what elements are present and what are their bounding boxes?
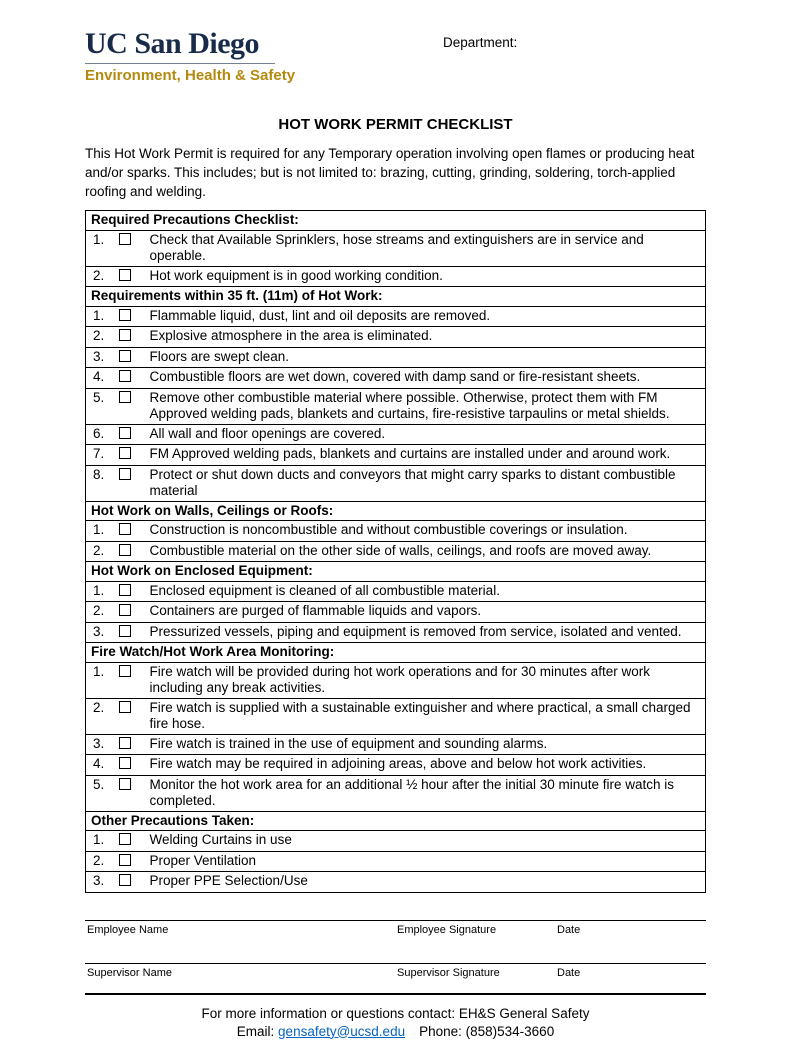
item-number: 2. — [86, 602, 119, 623]
item-checkbox[interactable] — [119, 468, 131, 480]
footer-email-phone-line — [85, 1023, 706, 1041]
item-text: Explosive atmosphere in the area is eliminated. — [150, 327, 706, 348]
item-number: 4. — [86, 368, 119, 389]
checkbox-cell — [119, 424, 150, 445]
page-header — [85, 28, 706, 92]
checkbox-cell — [119, 851, 150, 872]
item-text: Monitor the hot work area for an additional ½ hour after the initial 30 minute fire watch is completed. — [150, 775, 706, 811]
checkbox-cell — [119, 541, 150, 562]
item-checkbox[interactable] — [119, 584, 131, 596]
signature-section — [85, 920, 706, 993]
item-number: 5. — [86, 775, 119, 811]
signature-name-label: Employee Name — [87, 923, 169, 936]
intro-paragraph: This Hot Work Permit is required for any Temporary operation involving open flames or producing heat and/or sparks. This includes; but is not limited to: brazing, cutting, grinding, soldering, torch-applied roofing and welding. — [85, 146, 695, 199]
checkbox-cell — [119, 698, 150, 734]
checkbox-cell — [119, 521, 150, 542]
item-text: Construction is noncombustible and without combustible coverings or insulation. — [150, 521, 706, 542]
checklist-row — [86, 581, 706, 602]
signature-row — [85, 920, 706, 963]
item-text: Fire watch is trained in the use of equipment and sounding alarms. — [150, 734, 706, 755]
checklist-row — [86, 775, 706, 811]
ucsd-wordmark: UC San Diego — [85, 27, 260, 60]
checklist-row — [86, 662, 706, 698]
bottom-rule — [85, 993, 706, 995]
checklist-row — [86, 698, 706, 734]
item-number: 3. — [86, 734, 119, 755]
checklist-row — [86, 831, 706, 852]
item-text: Hot work equipment is in good working condition. — [150, 266, 706, 287]
item-text: Enclosed equipment is cleaned of all combustible material. — [150, 581, 706, 602]
item-checkbox[interactable] — [119, 757, 131, 769]
section-row — [86, 287, 706, 307]
item-number: 2. — [86, 266, 119, 287]
footer — [85, 1005, 706, 1041]
department-field-label: Department: — [443, 35, 518, 50]
signature-row — [85, 963, 706, 993]
section-heading: Hot Work on Walls, Ceilings or Roofs: — [86, 501, 706, 521]
item-checkbox[interactable] — [119, 737, 131, 749]
checklist-row — [86, 388, 706, 424]
item-checkbox[interactable] — [119, 391, 131, 403]
item-checkbox[interactable] — [119, 778, 131, 790]
checklist-row — [86, 347, 706, 368]
item-checkbox[interactable] — [119, 544, 131, 556]
section-row — [86, 643, 706, 663]
item-checkbox[interactable] — [119, 309, 131, 321]
signature-date-label: Date — [557, 966, 581, 979]
checklist-row — [86, 327, 706, 348]
checklist-row — [86, 465, 706, 501]
section-row — [86, 501, 706, 521]
item-number: 1. — [86, 306, 119, 327]
checkbox-cell — [119, 602, 150, 623]
item-checkbox[interactable] — [119, 874, 131, 886]
checklist-row — [86, 266, 706, 287]
checklist-row — [86, 541, 706, 562]
item-text: Check that Available Sprinklers, hose streams and extinguishers are in service and operable. — [150, 230, 706, 266]
item-checkbox[interactable] — [119, 625, 131, 637]
item-number: 5. — [86, 388, 119, 424]
item-checkbox[interactable] — [119, 701, 131, 713]
checklist-table — [85, 210, 706, 893]
item-number: 4. — [86, 755, 119, 776]
page-title: HOT WORK PERMIT CHECKLIST — [278, 116, 513, 133]
section-heading: Other Precautions Taken: — [86, 811, 706, 831]
item-checkbox[interactable] — [119, 233, 131, 245]
item-text: Remove other combustible material where possible. Otherwise, protect them with FM Approved welding pads, blankets and curtains, fire-resistive tarpaulins or metal shields. — [150, 388, 706, 424]
signature-date-label: Date — [557, 923, 581, 936]
section-heading: Requirements within 35 ft. (11m) of Hot Work: — [86, 287, 706, 307]
footer-contact-line: For more information or questions contact: EH&S General Safety — [201, 1005, 590, 1021]
item-number: 6. — [86, 424, 119, 445]
checkbox-cell — [119, 445, 150, 466]
item-number: 1. — [86, 581, 119, 602]
item-text: All wall and floor openings are covered. — [150, 424, 706, 445]
item-number: 8. — [86, 465, 119, 501]
item-number: 3. — [86, 622, 119, 643]
item-text: Floors are swept clean. — [150, 347, 706, 368]
section-heading: Required Precautions Checklist: — [86, 211, 706, 231]
checklist-row — [86, 445, 706, 466]
item-number: 3. — [86, 872, 119, 893]
checkbox-cell — [119, 347, 150, 368]
item-checkbox[interactable] — [119, 370, 131, 382]
checklist-row — [86, 872, 706, 893]
item-text: Proper Ventilation — [150, 851, 706, 872]
item-number: 2. — [86, 541, 119, 562]
item-number: 3. — [86, 347, 119, 368]
checklist-row — [86, 851, 706, 872]
checklist-row — [86, 755, 706, 776]
checkbox-cell — [119, 755, 150, 776]
item-text: Fire watch will be provided during hot work operations and for 30 minutes after work including any break activities. — [150, 662, 706, 698]
checkbox-cell — [119, 734, 150, 755]
item-checkbox[interactable] — [119, 604, 131, 616]
checklist-row — [86, 602, 706, 623]
email-link[interactable]: gensafety@ucsd.edu — [278, 1023, 406, 1039]
item-text: Combustible floors are wet down, covered with damp sand or fire-resistant sheets. — [150, 368, 706, 389]
checkbox-cell — [119, 775, 150, 811]
item-checkbox[interactable] — [119, 427, 131, 439]
item-checkbox[interactable] — [119, 329, 131, 341]
item-checkbox[interactable] — [119, 350, 131, 362]
phone-number: Phone: (858)534-3660 — [419, 1023, 555, 1039]
section-row — [86, 211, 706, 231]
checklist-row — [86, 230, 706, 266]
item-text: Fire watch may be required in adjoining areas, above and below hot work activities. — [150, 755, 706, 776]
item-checkbox[interactable] — [119, 854, 131, 866]
checkbox-cell — [119, 872, 150, 893]
item-number: 7. — [86, 445, 119, 466]
checkbox-cell — [119, 662, 150, 698]
item-number: 1. — [86, 831, 119, 852]
item-number: 1. — [86, 521, 119, 542]
item-text: Fire watch is supplied with a sustainable extinguisher and where practical, a small charged fire hose. — [150, 698, 706, 734]
checkbox-cell — [119, 465, 150, 501]
item-text: Pressurized vessels, piping and equipment is removed from service, isolated and vented. — [150, 622, 706, 643]
section-row — [86, 562, 706, 582]
checklist-row — [86, 734, 706, 755]
item-text: Protect or shut down ducts and conveyors that might carry sparks to distant combustible material — [150, 465, 706, 501]
checkbox-cell — [119, 622, 150, 643]
ehs-department-name: Environment, Health & Safety — [85, 67, 296, 84]
checklist-row — [86, 368, 706, 389]
item-checkbox[interactable] — [119, 665, 131, 677]
checkbox-cell — [119, 327, 150, 348]
checklist-row — [86, 622, 706, 643]
item-number: 2. — [86, 698, 119, 734]
signature-name-label: Supervisor Name — [87, 966, 172, 979]
signature-sig-label: Supervisor Signature — [397, 966, 500, 979]
item-number: 1. — [86, 662, 119, 698]
item-text: Containers are purged of flammable liquids and vapors. — [150, 602, 706, 623]
checkbox-cell — [119, 266, 150, 287]
checkbox-cell — [119, 368, 150, 389]
item-checkbox[interactable] — [119, 269, 131, 281]
ucsd-logo — [85, 28, 706, 84]
item-checkbox[interactable] — [119, 447, 131, 459]
item-text: FM Approved welding pads, blankets and curtains are installed under and around work. — [150, 445, 706, 466]
email-label: Email: — [236, 1023, 279, 1039]
logo-divider — [85, 63, 275, 64]
item-text: Flammable liquid, dust, lint and oil deposits are removed. — [150, 306, 706, 327]
item-number: 2. — [86, 851, 119, 872]
signature-sig-label: Employee Signature — [397, 923, 497, 936]
checklist-row — [86, 424, 706, 445]
item-text: Combustible material on the other side of walls, ceilings, and roofs are moved away. — [150, 541, 706, 562]
item-text: Proper PPE Selection/Use — [150, 872, 706, 893]
checkbox-cell — [119, 230, 150, 266]
section-row — [86, 811, 706, 831]
checkbox-cell — [119, 831, 150, 852]
checklist-row — [86, 306, 706, 327]
item-text: Welding Curtains in use — [150, 831, 706, 852]
section-heading: Hot Work on Enclosed Equipment: — [86, 562, 706, 582]
checkbox-cell — [119, 388, 150, 424]
checklist-row — [86, 521, 706, 542]
item-checkbox[interactable] — [119, 523, 131, 535]
checkbox-cell — [119, 581, 150, 602]
item-number: 2. — [86, 327, 119, 348]
item-checkbox[interactable] — [119, 833, 131, 845]
checkbox-cell — [119, 306, 150, 327]
section-heading: Fire Watch/Hot Work Area Monitoring: — [86, 643, 706, 663]
item-number: 1. — [86, 230, 119, 266]
